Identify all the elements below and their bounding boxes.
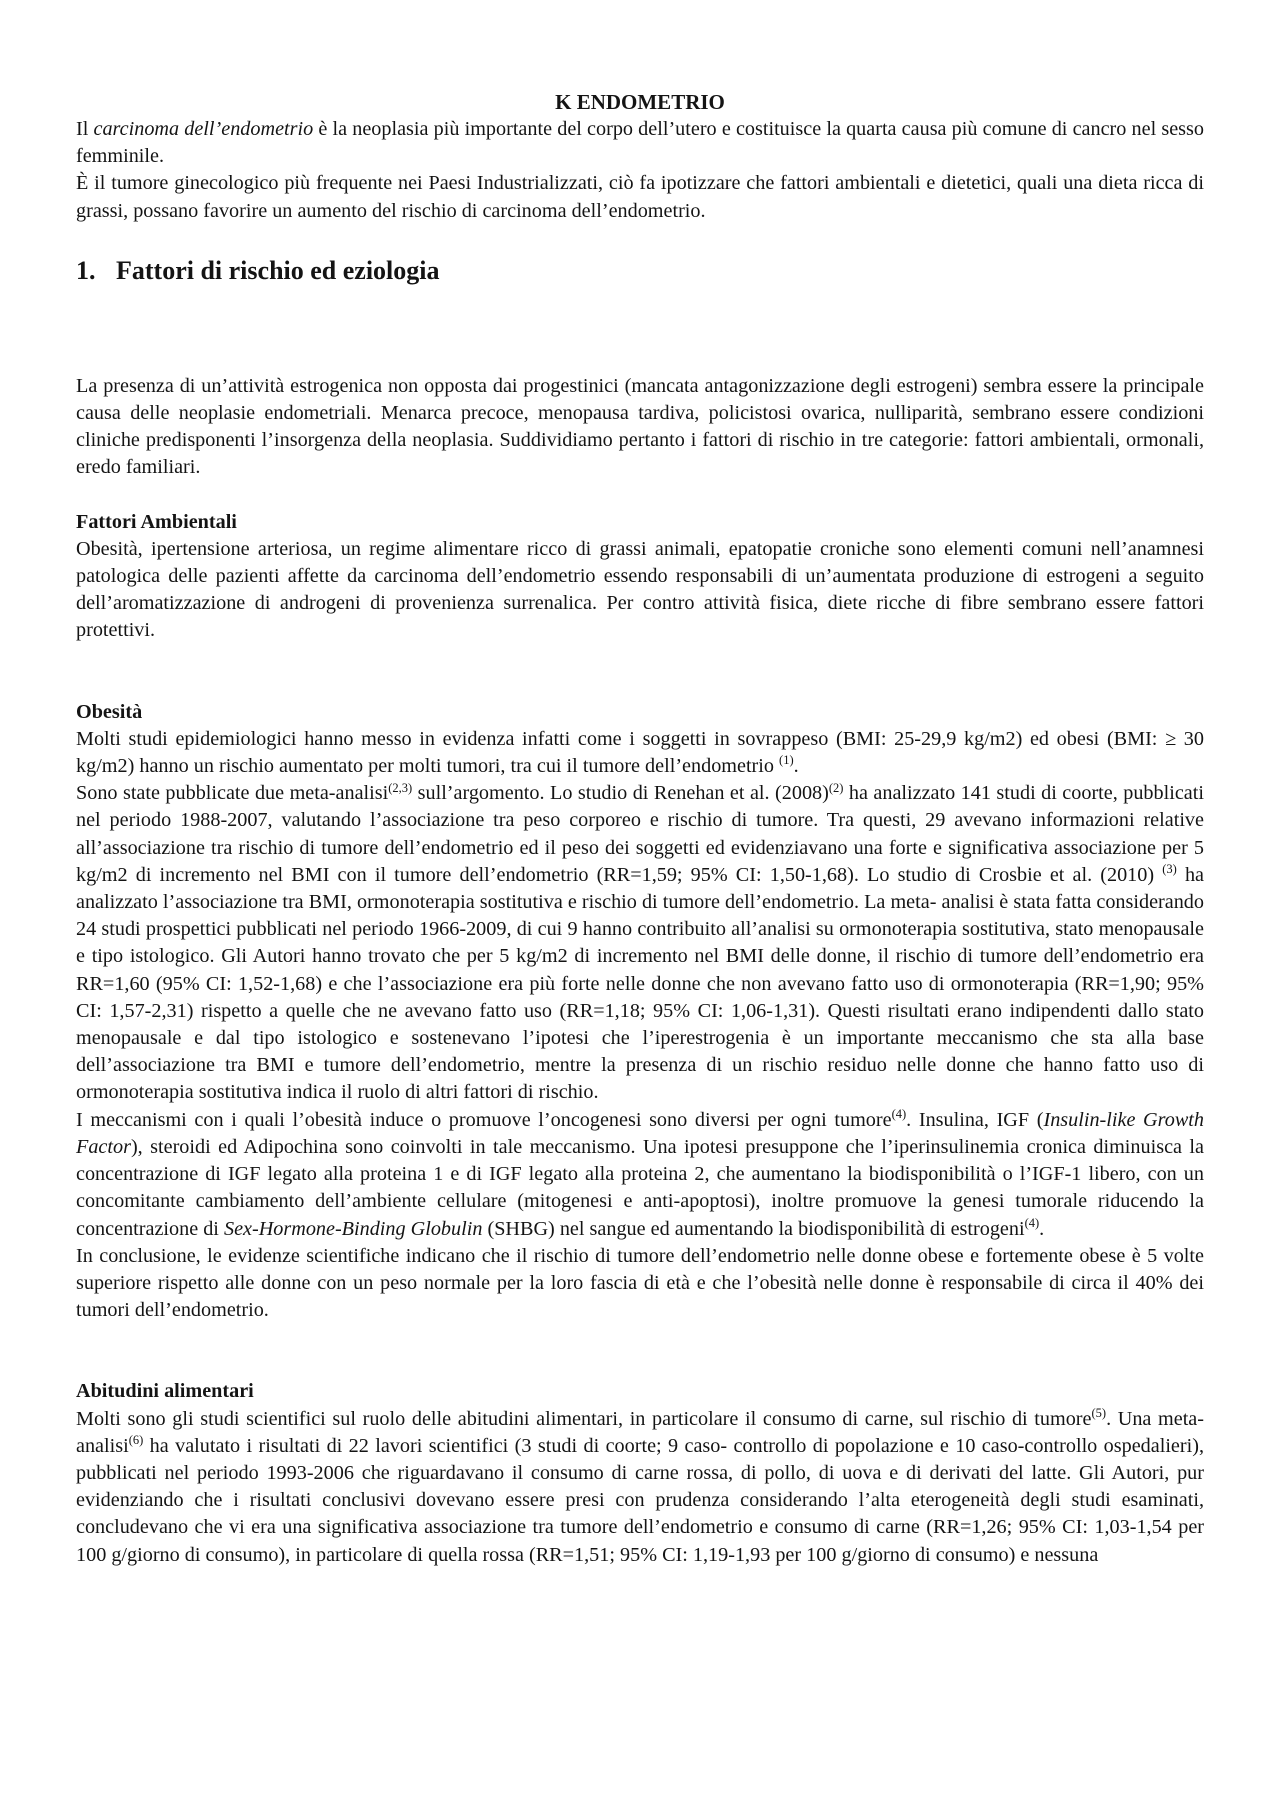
- citation-ref: (6): [128, 1432, 144, 1447]
- emphasis-term: Insulin-like Growth Factor: [76, 1108, 1204, 1158]
- spacer: [76, 645, 1204, 699]
- section-heading-text: Fattori di rischio ed eziologia: [116, 255, 440, 285]
- citation-ref: (1): [779, 753, 794, 768]
- citation-ref: (2,3): [388, 780, 413, 795]
- obesita-paragraph-3: I meccanismi con i quali l’obesità induce o promuove l’oncogenesi sono diversi per ogni tumore$^{(4)}$. Insulina, IGF (Insulin-like Growth Factor), steroidi ed Adipochina sono coinvolti in tale meccanismo. Una ipotesi presuppone che l’iperinsulinemia cronica diminuisca la concentrazione di IGF legato alla proteina 1 e di IGF legato alla proteina 2, che aumentano la biodisponibilità o l’IGF-1 libero, con un concomitante cambiamento dell’ambiente cellulare (mitogenesi e anti-apoptosi), inoltre promuove la genesi tumorale riducendo la concentrazione di Sex-Hormone-Binding Globulin (SHBG) nel sangue ed aumentando la biodisponibilità di estrogeni$^{(4)}$.: [76, 1106, 1204, 1240]
- intro-paragraph-2: È il tumore ginecologico più frequente nei Paesi Industrializzati, ciò fa ipotizzare che fattori ambientali e dietetici, quali una dieta ricca di grassi, possano favorire un aumento del rischio di carcinoma dell’endometrio.: [76, 172, 1204, 222]
- citation-ref: (4): [891, 1106, 907, 1121]
- fattori-ambientali-paragraph: Obesità, ipertensione arteriosa, un regime alimentare ricco di grassi animali, epatopatie croniche sono elementi comuni nell’anamnesi patologica delle pazienti affette da carcinoma dell’endometrio essendo responsabili di un’aumentata produzione di estrogeni a seguito dell’aromatizzazione di androgeni di provenienza surrenalica. Per contro attività fisica, diete ricche di fibre sembrano essere fattori protettivi.: [76, 537, 1204, 642]
- section-number: 1.: [76, 255, 96, 285]
- emphasis-term: carcinoma dell’endometrio: [93, 118, 314, 140]
- intro-paragraph-1: Il carcinoma dell’endometrio è la neoplasia più importante del corpo dell’utero e costituisce la quarta causa più comune di cancro nel sesso femminile.: [76, 118, 1204, 168]
- emphasis-term: Sex-Hormone-Binding Globulin: [223, 1217, 483, 1240]
- obesita-paragraph-2: Sono state pubblicate due meta-analisi$^{(2,3)}$ sull’argomento. Lo studio di Renehan et al. $(2008)^{(2)}$ ha analizzato 141 studi di coorte, pubblicati nel periodo 1988-2007, valutando l’associazione tra peso corporeo e rischio di tumore. Tra questi, 29 avevano informazioni relative all’associazione tra rischio di tumore dell’endometrio ed il peso dei soggetti ed evidenziavano una forte e significativa associazione per 5 kg/m2 di incremento nel BMI con il tumore dell’endometrio (RR=1,59; 95% CI: 1,50-1,68). Lo studio di Crosbie et al. (2010) $^{(3)}$ ha analizzato l’associazione tra BMI, ormonoterapia sostitutiva e rischio di tumore dell’endometrio. La meta- analisi è stata fatta considerando 24 studi prospettici pubblicati nel periodo 1966-2009, di cui 9 hanno contribuito all’analisi su ormonoterapia sostitutiva, stato menopausale e tipo istologico. Gli Autori hanno trovato che per 5 kg/m2 di incremento nel BMI delle donne, il rischio di tumore dell’endometrio era RR=1,60 (95% CI: 1,52-1,68) e che l’associazione era più forte nelle donne che non avevano fatto uso di ormonoterapia (RR=1,90; 95% CI: 1,57-2,31) rispetto a quelle che ne avevano fatto uso (RR=1,18; 95% CI: 1,06-1,31). Questi risultati erano indipendenti dallo stato menopausale e dal tipo istologico e sostenevano l’ipotesi che l’iperestrogenia è un importante meccanismo che sta alla base dell’associazione tra BMI e tumore dell’endometrio, mentre la presenza di un rischio residuo nelle donne che hanno fatto uso di ormonoterapia sostitutiva indica il ruolo di altri fattori di rischio.: [76, 780, 1204, 1104]
- obesita-paragraph-4: In conclusione, le evidenze scientifiche indicano che il rischio di tumore dell’endometrio nelle donne obese e fortemente obese è 5 volte superiore rispetto alle donne con un peso normale per la loro fascia di età e che l’obesità nelle donne è responsabile di circa il 40% dei tumori dell’endometrio.: [76, 1244, 1204, 1322]
- page-title: K ENDOMETRIO: [555, 90, 725, 114]
- citation-ref: (4): [1024, 1215, 1040, 1230]
- subheading-fattori-ambientali: Fattori Ambientali: [76, 510, 237, 533]
- citation-ref: (3): [1162, 862, 1177, 877]
- subheading-abitudini-alimentari: Abitudini alimentari: [76, 1380, 254, 1403]
- spacer: [76, 287, 1204, 373]
- citation-ref: (5): [1091, 1405, 1107, 1420]
- section1-paragraph: La presenza di un’attività estrogenica non opposta dai progestinici (mancata antagonizzazione degli estrogeni) sembra essere la principale causa delle neoplasie endometriali. Menarca precoce, menopausa tardiva, policistosi ovarica, nulliparità, sembrano essere condizioni cliniche predisponenti l’insorgenza della neoplasia. Suddividiamo pertanto i fattori di rischio in tre categorie: fattori ambientali, ormonali, eredo familiari.: [76, 374, 1204, 479]
- citation-ref: (2): [828, 780, 844, 795]
- spacer: [76, 1324, 1204, 1378]
- abitudini-paragraph-1: Molti sono gli studi scientifici sul ruolo delle abitudini alimentari, in particolare il consumo di carne, sul rischio di tumore$^{(5)}$. Una meta-analisi$^{(6)}$ ha valutato i risultati di 22 lavori scientifici (3 studi di coorte; 9 caso- controllo di popolazione e 10 caso-controllo ospedalieri), pubblicati nel periodo 1993-2006 che riguardavano il consumo di carne rossa, di pollo, di uova e di derivati del latte. Gli Autori, pur evidenziando che i risultati conclusivi dovevano essere presi con prudenza considerando l’alta eterogeneità degli studi esaminati, concludevano che vi era una significativa associazione tra tumore dell’endometrio e consumo di carne (RR=1,26; 95% CI: 1,03-1,54 per 100 g/giorno di consumo), in particolare di quella rossa (RR=1,51; 95% CI: 1,19-1,93 per 100 g/giorno di consumo) e nessuna: [76, 1405, 1204, 1566]
- section-heading-1: [76, 255, 1204, 287]
- spacer: [76, 482, 1204, 509]
- obesita-paragraph-1: Molti studi epidemiologici hanno messo in evidenza infatti come i soggetti in sovrappeso (BMI: 25-29,9 kg/m2) ed obesi (BMI: ≥ 30 kg/m2) hanno un rischio aumentato per molti tumori, tra cui il tumore dell’endometrio $^{(1)}$.: [76, 727, 1204, 778]
- subheading-obesita: Obesità: [76, 700, 143, 723]
